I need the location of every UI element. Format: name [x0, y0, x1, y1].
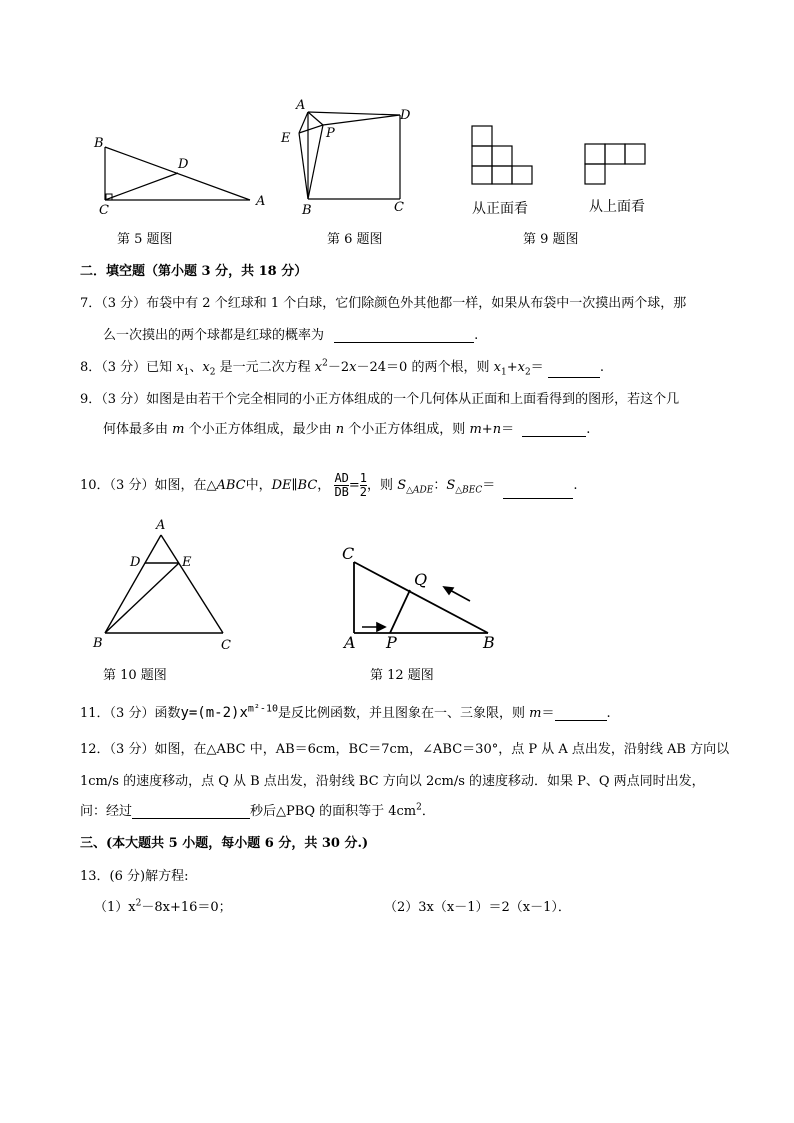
q10-s2-sub: △BEC	[455, 485, 483, 496]
q11-eq: ＝	[541, 706, 555, 721]
q12-line3	[80, 800, 435, 819]
q10-eq: ＝	[482, 478, 496, 493]
q13-part2: （2）3x（x－1）＝2（x－1）．	[384, 900, 571, 915]
q10-prefix: 10．（3 分）如图，在△	[80, 478, 217, 493]
q10-fraction-ad-db	[334, 472, 348, 499]
q12-line3b: 秒后△PBQ 的面积等于 4cm	[250, 804, 417, 819]
q10-answer-blank[interactable]	[503, 485, 573, 499]
q11-answer-blank[interactable]	[555, 707, 607, 721]
q10-comma: ，	[317, 478, 331, 493]
q10-s1-sub: △ADE	[406, 485, 434, 496]
label-E: E	[182, 555, 192, 570]
figure-6-caption: 第 6 题图	[327, 232, 383, 247]
label-B: B	[93, 636, 103, 651]
q8-mid1: 是一元二次方程	[219, 360, 311, 375]
label-A: A	[256, 194, 266, 209]
label-E: E	[281, 131, 291, 146]
label-P: P	[386, 633, 397, 652]
q13-p1b: －8x+16＝0；	[141, 900, 232, 915]
q7-line2-text: 么一次摸出的两个球都是红球的概率为	[103, 328, 325, 343]
q9-answer-blank[interactable]	[522, 423, 586, 437]
frac-denominator: 2	[359, 485, 368, 499]
label-A: A	[344, 633, 356, 652]
frac-numerator: 1	[359, 471, 368, 485]
figure-9-caption: 第 9 题图	[523, 232, 579, 247]
q10-colon: ：	[433, 478, 447, 493]
q11-line: 11．（3 分）函数$y=(m-2)x^{m^2-10}$是反比例函数，并且图象在一、三象限，则 m＝ .	[80, 703, 611, 721]
q7-answer-blank[interactable]	[334, 329, 474, 343]
q12-line1: 12．（3 分）如图，在△ABC 中，AB＝6cm，BC＝7cm，∠ABC＝30°，点 P 从 A 点出发，沿射线 AB 方向以	[80, 742, 730, 757]
q8-line: 8．（3 分）已知 $x_1$、$x_2$ 是一元二次方程 $x^2-2x-24=0$ 的两个根，则 $x_1+x_2=$ .	[80, 358, 604, 378]
q12-line3sup: 2	[416, 802, 422, 813]
label-Q: Q	[414, 570, 428, 589]
figure-10	[90, 515, 240, 655]
figure-10-caption: 第 10 题图	[103, 668, 167, 683]
label-D: D	[400, 108, 411, 123]
label-B: B	[94, 136, 104, 151]
q11-prefix: 11．（3 分）函数	[80, 706, 181, 721]
q10-parallel: DE∥BC	[271, 478, 318, 493]
label-B: B	[302, 203, 312, 218]
figure-12	[340, 540, 500, 655]
q8-eq: ＝	[530, 360, 544, 375]
label-C: C	[394, 200, 404, 215]
label-C: C	[221, 638, 231, 653]
figure-5-caption: 第 5 题图	[117, 232, 173, 247]
q8-answer-blank[interactable]	[548, 364, 600, 378]
q9-line2d: ＝	[501, 422, 515, 437]
q10-line: 10．（3 分）如图，在△ABC中，DE∥BC， $\frac{AD}{DB}$ = $\frac{1}{2}$ ，则 $S_{\triangle ADE}$：$S_{\triangle BEC}=$ .	[80, 471, 578, 499]
q10-frac-eq: =	[348, 478, 360, 493]
q9-line1: 9．（3 分）如图是由若干个完全相同的小正方体组成的一个几何体从正面和上面看得到的图形，若这个几	[80, 392, 680, 407]
q10-s1: S	[397, 478, 407, 493]
front-view-label: 从正面看	[472, 201, 528, 217]
q13-p1a: （1）x	[94, 900, 136, 915]
label-C: C	[342, 544, 355, 563]
label-A: A	[156, 518, 166, 533]
q9-line2: 何体最多由 m 个小正方体组成，最少由 n 个小正方体组成，则 m+n＝ .	[103, 422, 591, 437]
section-2-title: 二．填空题（第小题 3 分，共 18 分）	[80, 264, 308, 279]
label-B: B	[483, 633, 495, 652]
q12-line3a: 问：经过	[80, 804, 133, 819]
q12-line3c: ．	[421, 804, 435, 819]
q10-fraction-1-2	[360, 472, 367, 499]
figure-5	[90, 130, 280, 225]
q10-triangle: ABC	[216, 478, 246, 493]
q10-then: ，则	[367, 478, 394, 493]
q7-line2: 么一次摸出的两个球都是红球的概率为 .	[103, 328, 479, 343]
section-3-title: 三、(本大题共 5 小题，每小题 6 分，共 30 分.)	[80, 836, 369, 851]
q8-prefix: 8．（3 分）已知	[80, 360, 173, 375]
q11-exponent: m²-10	[247, 703, 278, 715]
q12-line2: 1cm/s 的速度移动，点 Q 从 B 点出发，沿射线 BC 方向以 2cm/s 的速度移动．如果 P、Q 两点同时出发，	[80, 774, 705, 789]
q7-line1: 7．（3 分）布袋中有 2 个红球和 1 个白球，它们除颜色外其他都一样，如果从布袋中一次摸出两个球，那	[80, 296, 687, 311]
q10-mid: 中，	[245, 478, 272, 493]
frac-numerator: AD	[334, 471, 349, 485]
figure-6	[278, 95, 418, 220]
q13-p1sup: 2	[135, 898, 142, 909]
label-C: C	[99, 203, 109, 218]
frac-denominator: DB	[334, 485, 349, 499]
q9-line2c: 个小正方体组成，则	[348, 422, 466, 437]
figure-9-front-view	[470, 124, 536, 186]
label-D: D	[130, 555, 141, 570]
q11-var: m	[529, 706, 542, 721]
figure-9-top-view	[583, 142, 649, 186]
q11-suffix: 是反比例函数，并且图象在一、三象限，则	[278, 706, 526, 721]
figure-12-caption: 第 12 题图	[370, 668, 434, 683]
q10-s2: S	[446, 478, 456, 493]
q9-line2b: 个小正方体组成，最少由	[188, 422, 332, 437]
q12-answer-blank[interactable]	[132, 805, 250, 819]
q13-part1	[94, 896, 232, 915]
top-view-label: 从上面看	[589, 199, 645, 215]
label-P: P	[326, 126, 335, 141]
q8-mid2: 的两个根，则	[411, 360, 490, 375]
label-A: A	[296, 98, 306, 113]
q11-formula: y=(m-2)x	[180, 705, 248, 721]
q9-line2a: 何体最多由	[103, 422, 169, 437]
q13-title: 13．(6 分)解方程:	[80, 869, 189, 884]
label-D: D	[178, 157, 189, 172]
